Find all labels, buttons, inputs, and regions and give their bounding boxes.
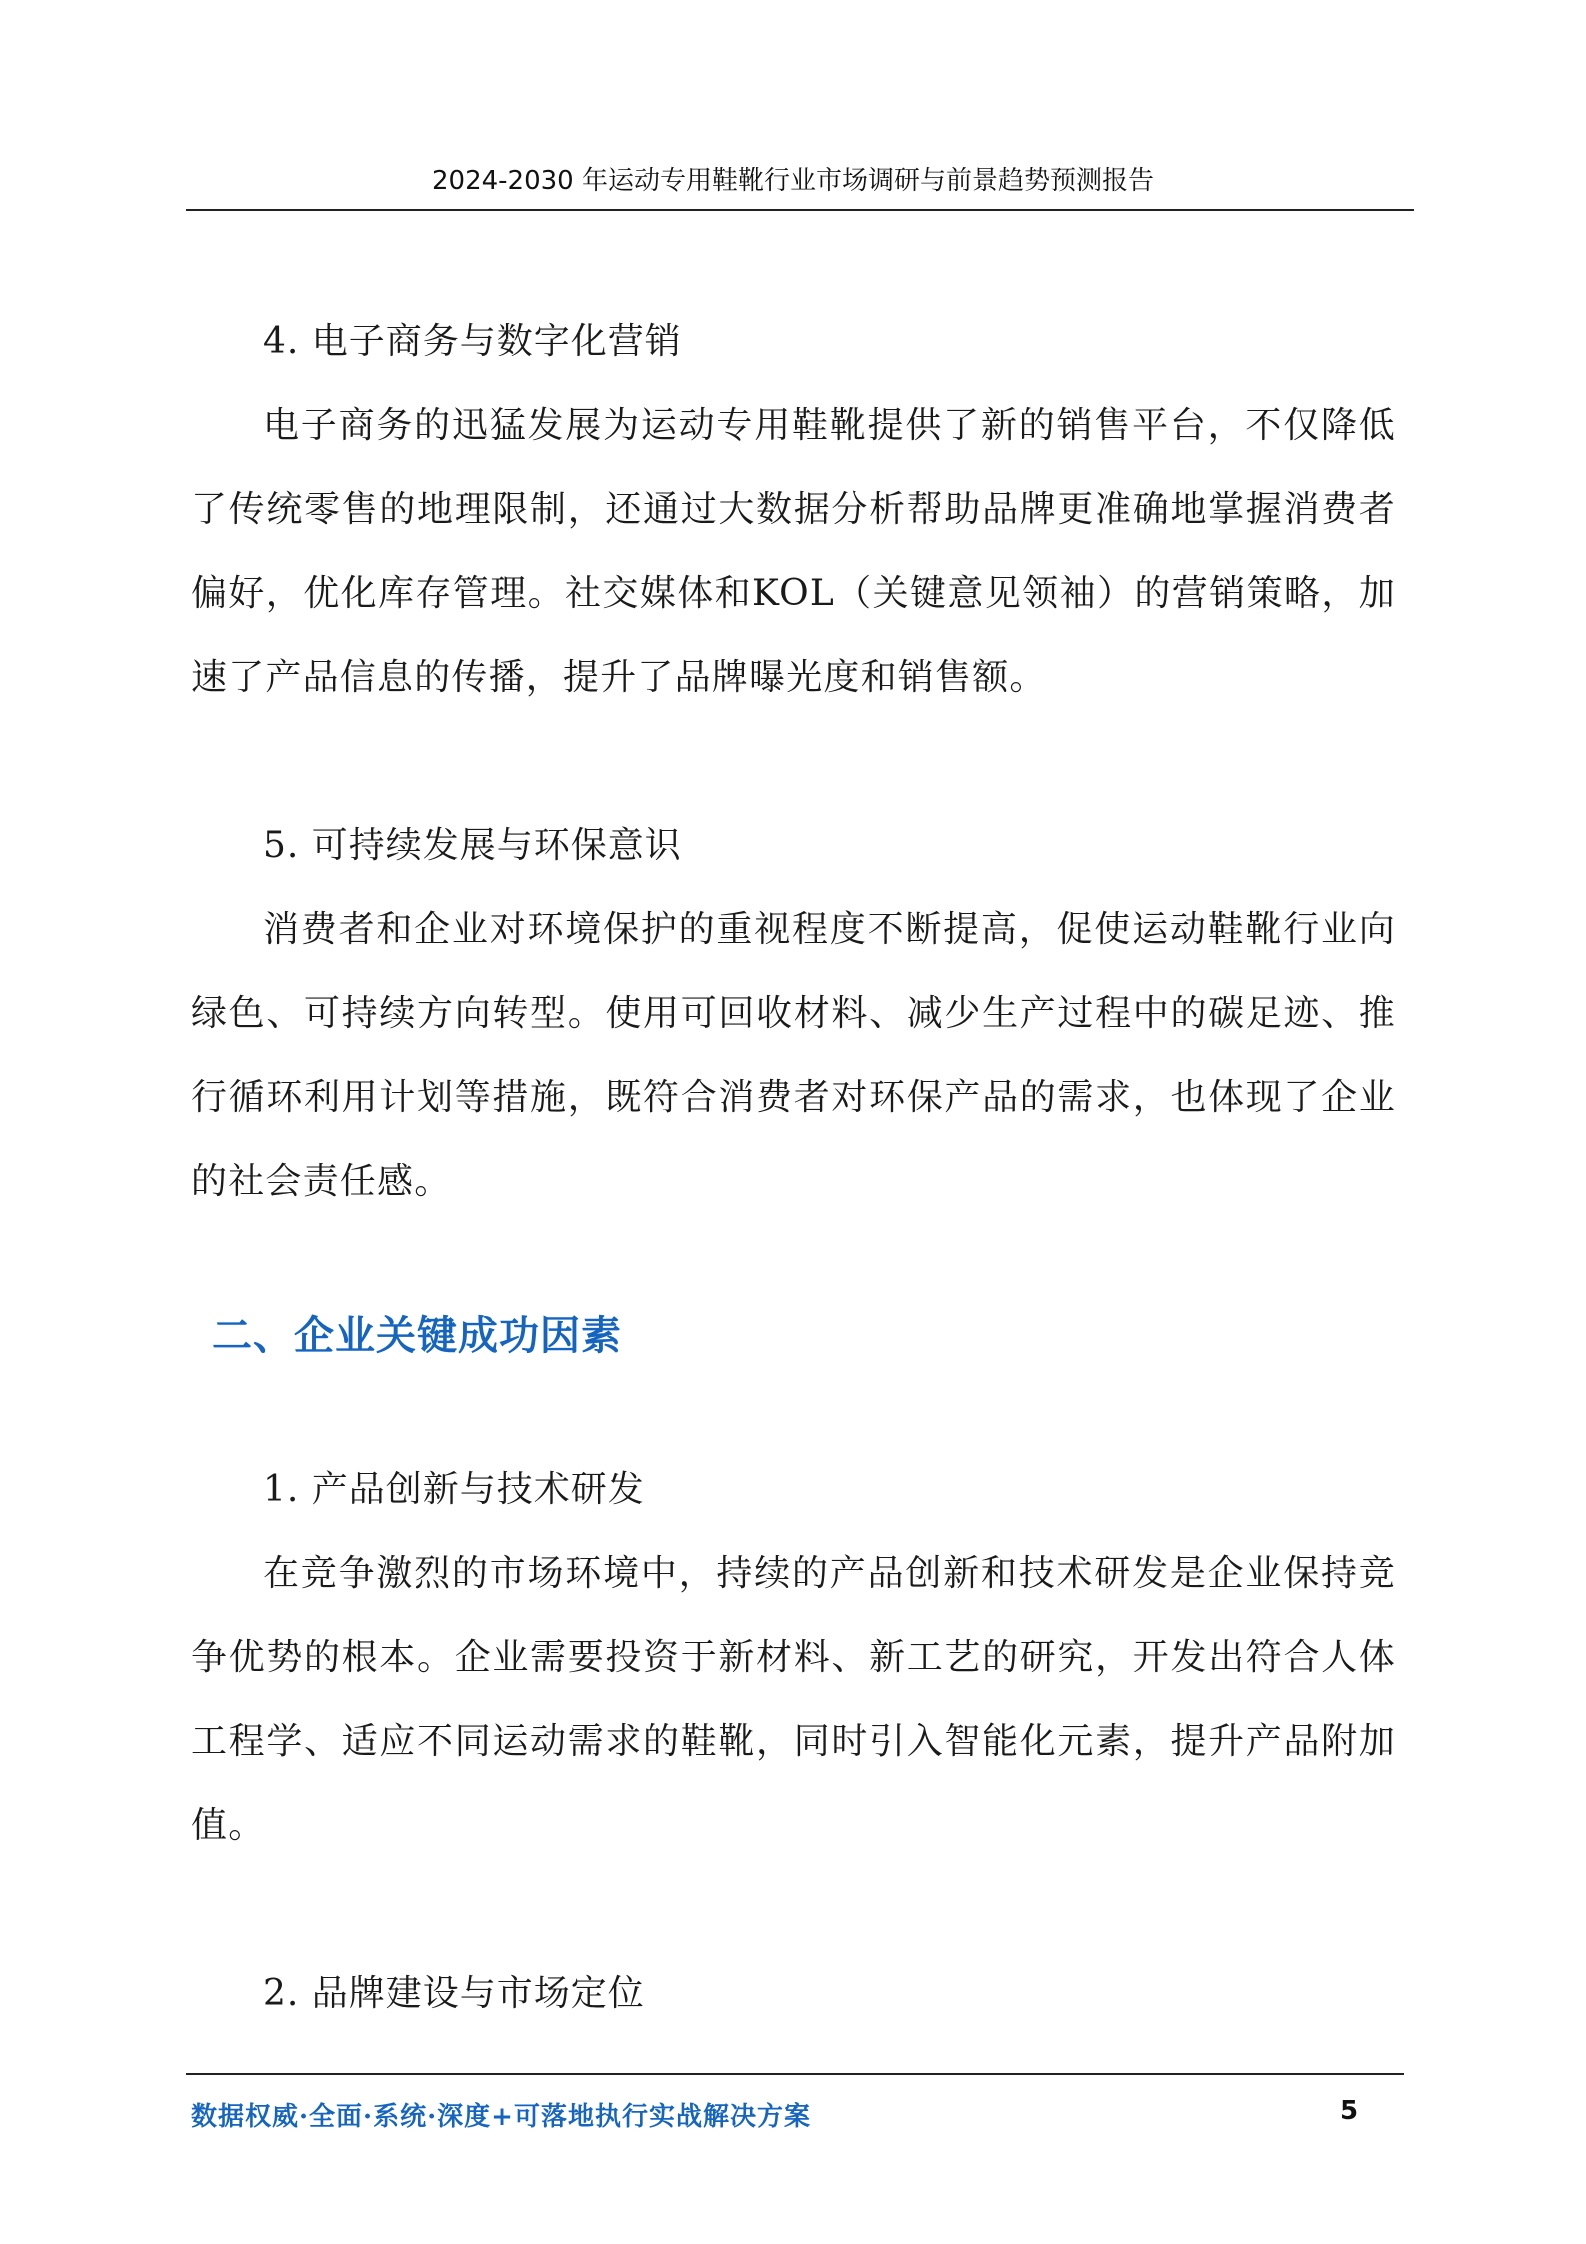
header-divider (186, 209, 1414, 211)
paragraph-innovation: 在竞争激烈的市场环境中，持续的产品创新和技术研发是企业保持竞争优势的根本。企业需要投资于新材料、新工艺的研究，开发出符合人体工程学、适应不同运动需求的鞋靴，同时引入智能化元素，提升产品附加值。 (191, 1553, 1396, 1846)
paragraph-ecommerce: 电子商务的迅猛发展为运动专用鞋靴提供了新的销售平台，不仅降低了传统零售的地理限制，还通过大数据分析帮助品牌更准确地掌握消费者偏好，优化库存管理。社交媒体和KOL（关键意见领袖）的营销策略，加速了产品信息的传播，提升了品牌曝光度和销售额。 (191, 405, 1396, 698)
subheading-ecommerce: 4. 电子商务与数字化营销 (263, 321, 682, 362)
page-body (191, 300, 1396, 2036)
spacer (191, 1868, 1396, 1952)
subheading-sustainability: 5. 可持续发展与环保意识 (263, 825, 682, 866)
report-title: 2024-2030 年运动专用鞋靴行业市场调研与前景趋势预测报告 (432, 166, 1154, 196)
page-number: 5 (1340, 2096, 1359, 2126)
footer-divider (186, 2073, 1404, 2075)
subheading-innovation: 1. 产品创新与技术研发 (263, 1469, 645, 1510)
section-heading-key-success-factors: 二、企业关键成功因素 (212, 1313, 622, 1359)
spacer (191, 1224, 1396, 1294)
subheading-branding: 2. 品牌建设与市场定位 (263, 1973, 645, 2014)
paragraph-sustainability: 消费者和企业对环境保护的重视程度不断提高，促使运动鞋靴行业向绿色、可持续方向转型。使用可回收材料、减少生产过程中的碳足迹、推行循环利用计划等措施，既符合消费者对环保产品的需求，也体现了企业的社会责任感。 (191, 909, 1396, 1202)
footer-slogan: 数据权威·全面·系统·深度+可落地执行实战解决方案 (191, 2102, 811, 2132)
spacer (191, 720, 1396, 804)
spacer (191, 1378, 1396, 1448)
